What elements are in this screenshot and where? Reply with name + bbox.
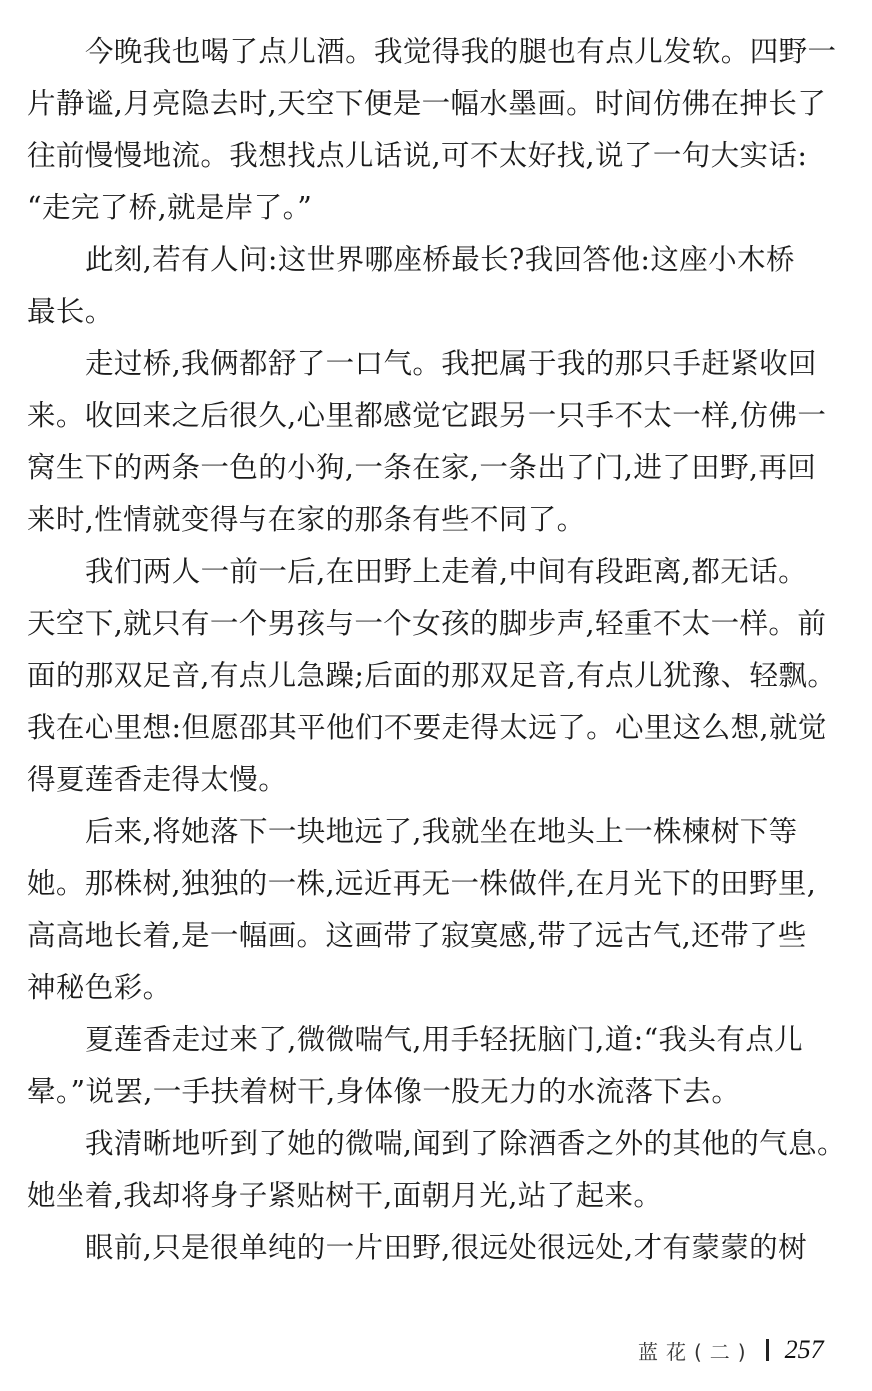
text-line: 晕。”说罢,一手扶着树干,身体像一股无力的水流落下去。	[27, 1075, 741, 1108]
text-line: 我清晰地听到了她的微喘,闻到了除酒香之外的其他的气息。	[85, 1127, 846, 1160]
text-line: 她坐着,我却将身子紧贴树干,面朝月光,站了起来。	[27, 1179, 663, 1212]
text-line: 她。那株树,独独的一株,远近再无一株做伴,在月光下的田野里,	[27, 867, 817, 900]
text-line: 来时,性情就变得与在家的那条有些不同了。	[27, 503, 586, 536]
text-line: 我们两人一前一后,在田野上走着,中间有段距离,都无话。	[85, 555, 807, 588]
text-line: 最长。	[27, 295, 114, 328]
text-line: 来。收回来之后很久,心里都感觉它跟另一只手不太一样,仿佛一	[27, 399, 827, 432]
text-line: 眼前,只是很单纯的一片田野,很远处很远处,才有蒙蒙的树	[85, 1231, 807, 1264]
page-number: 257	[784, 1335, 824, 1364]
text-line: 夏莲香走过来了,微微喘气,用手轻抚脑门,道:“我头有点儿	[85, 1023, 804, 1056]
text-line: 往前慢慢地流。我想找点儿话说,可不太好找,说了一句大实话:	[27, 139, 808, 172]
text-line: 窝生下的两条一色的小狗,一条在家,一条出了门,进了田野,再回	[27, 451, 817, 484]
footer-divider	[766, 1339, 769, 1361]
text-line: 我在心里想:但愿邵其平他们不要走得太远了。心里这么想,就觉	[27, 711, 827, 744]
text-line: 高高地长着,是一幅画。这画带了寂寞感,带了远古气,还带了些	[27, 919, 807, 952]
text-line: 走过桥,我俩都舒了一口气。我把属于我的那只手赶紧收回	[85, 347, 817, 380]
text-line: “走完了桥,就是岸了。”	[27, 191, 313, 224]
text-line: 片静谧,月亮隐去时,天空下便是一幅水墨画。时间仿佛在抻长了	[27, 87, 827, 120]
text-line: 面的那双足音,有点儿急躁;后面的那双足音,有点儿犹豫、轻飘。	[27, 659, 837, 692]
text-line: 此刻,若有人问:这世界哪座桥最长?我回答他:这座小木桥	[85, 243, 795, 276]
text-line: 得夏莲香走得太慢。	[27, 763, 288, 796]
text-line: 今晚我也喝了点儿酒。我觉得我的腿也有点儿发软。四野一	[85, 35, 837, 68]
text-line: 神秘色彩。	[27, 971, 172, 1004]
running-chapter-title: 蓝花(二)	[638, 1339, 754, 1364]
text-line: 天空下,就只有一个男孩与一个女孩的脚步声,轻重不太一样。前	[27, 607, 827, 640]
text-line: 后来,将她落下一块地远了,我就坐在地头上一株楝树下等	[85, 815, 798, 848]
page-footer	[638, 1332, 824, 1368]
